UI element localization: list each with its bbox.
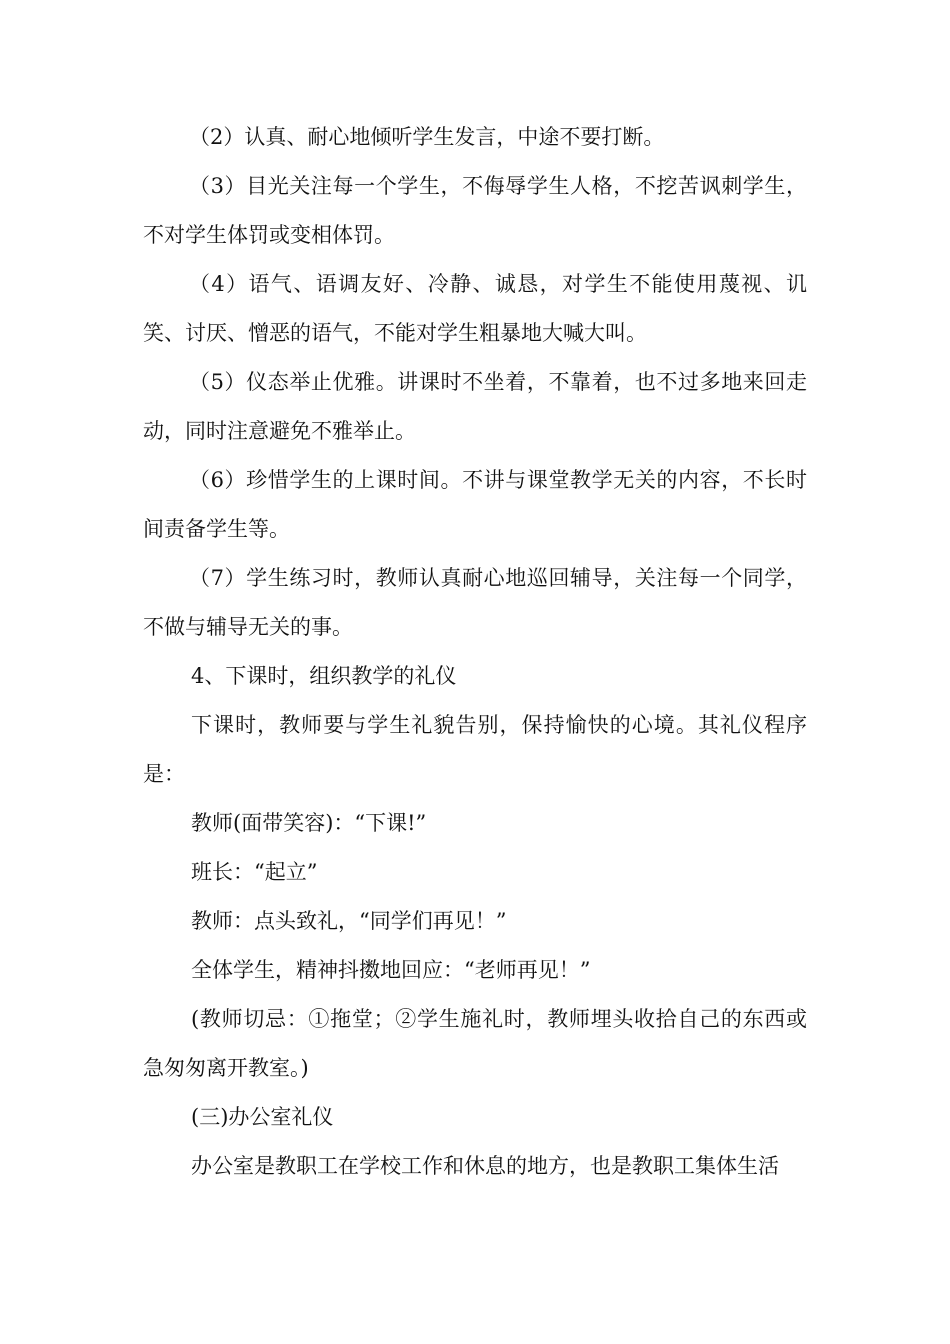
dialogue-monitor: 班长：“起立” (191, 860, 318, 884)
dialogue-teacher-farewell: 教师：点头致礼，“同学们再见！” (191, 909, 507, 933)
section-heading-dismissal: 4、下课时，组织教学的礼仪 (191, 664, 457, 688)
paragraph-taboos: (教师切忌：①拖堂；②学生施礼时，教师埋头收拾自己的东西或急匆匆离开教室。) (143, 1007, 807, 1080)
paragraph-eye-contact: （3）目光关注每一个学生，不侮辱学生人格，不挖苦讽刺学生，不对学生体罚或变相体罚。 (143, 174, 807, 247)
paragraph-class-time: （6）珍惜学生的上课时间。不讲与课堂教学无关的内容，不长时间责备学生等。 (143, 468, 807, 541)
dialogue-students: 全体学生，精神抖擞地回应：“老师再见！” (191, 958, 591, 982)
paragraph-demeanor: （5）仪态举止优雅。讲课时不坐着，不靠着，也不过多地来回走动，同时注意避免不雅举止。 (143, 370, 807, 443)
paragraph-practice: （7）学生练习时，教师认真耐心地巡回辅导，关注每一个同学，不做与辅导无关的事。 (143, 566, 807, 639)
paragraph-tone: （4）语气、语调友好、冷静、诚恳，对学生不能使用蔑视、讥笑、讨厌、憎恶的语气，不能对学生粗暴地大喊大叫。 (143, 272, 807, 345)
section-heading-office: (三)办公室礼仪 (191, 1105, 334, 1129)
paragraph-listen: （2）认真、耐心地倾听学生发言，中途不要打断。 (189, 125, 665, 149)
paragraph-dismissal-intro: 下课时，教师要与学生礼貌告别，保持愉快的心境。其礼仪程序是： (143, 713, 807, 786)
document-body (143, 113, 807, 1191)
dialogue-teacher: 教师(面带笑容)：“下课!” (191, 811, 427, 835)
paragraph-office-intro: 办公室是教职工在学校工作和休息的地方，也是教职工集体生活 (191, 1154, 779, 1178)
